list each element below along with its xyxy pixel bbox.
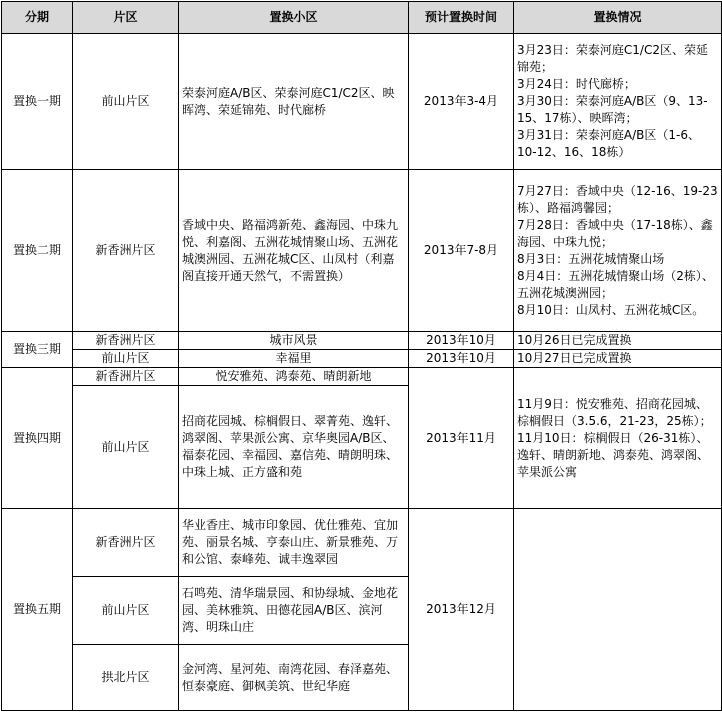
time-cell: 2013年10月 [409, 332, 514, 350]
header-communities: 置换小区 [179, 2, 409, 34]
table-row [2, 170, 722, 332]
status-cell: 10月27日已完成置换 [514, 350, 722, 368]
communities-cell: 石鸣苑、清华瑞景园、和协绿城、金地花园、美林雅筑、田德花园A/B区、滨河湾、明珠山庄 [179, 577, 409, 645]
communities-cell: 招商花园城、棕榈假日、翠菁苑、逸轩、鸿翠阁、苹果派公寓、京华奥园A/B区、福泰花园、幸福园、嘉信苑、晴朗明珠、中珠上城、正方盛和苑 [179, 386, 409, 509]
communities-cell: 幸福里 [179, 350, 409, 368]
header-phase: 分期 [2, 2, 73, 34]
district-cell: 前山片区 [73, 577, 179, 645]
district-cell: 前山片区 [73, 350, 179, 368]
communities-cell: 荣泰河庭A/B区、荣泰河庭C1/C2区、映晖湾、荣延锦苑、时代廊桥 [179, 34, 409, 170]
status-cell: 3月23日：荣泰河庭C1/C2区、荣延锦苑； 3月24日：时代廊桥； 3月30日：荣泰河庭A/B区（9、13-15、17栋）、映晖湾； 3月31日：荣泰河庭A/B区（1-6、10-12、16、18栋） [514, 34, 722, 170]
header-status: 置换情况 [514, 2, 722, 34]
status-cell: 10月26日已完成置换 [514, 332, 722, 350]
phase-cell: 置换三期 [2, 332, 73, 368]
table-row [2, 368, 722, 386]
phase-cell: 置换五期 [2, 509, 73, 711]
status-cell: 7月27日：香域中央（12-16、19-23栋）、路福鸿馨园； 7月28日：香域中央（17-18栋）、鑫海园、中珠九悦； 8月3日：五洲花城情聚山场 8月4日：五洲花城情聚山场（2栋）、五洲花城澳洲园； 8月10日：山凤村、五洲花城C区。 [514, 170, 722, 332]
phase-cell: 置换四期 [2, 368, 73, 509]
table-row [2, 34, 722, 170]
phase-cell: 置换一期 [2, 34, 73, 170]
time-cell: 2013年10月 [409, 350, 514, 368]
table-row [2, 332, 722, 350]
time-cell: 2013年12月 [409, 509, 514, 711]
district-cell: 拱北片区 [73, 645, 179, 711]
table-row [2, 509, 722, 577]
time-cell: 2013年11月 [409, 368, 514, 509]
header-row [2, 2, 722, 34]
phase-cell: 置换二期 [2, 170, 73, 332]
district-cell: 新香洲片区 [73, 368, 179, 386]
communities-cell: 金河湾、星河苑、南湾花园、春泽嘉苑、恒泰豪庭、御枫美筑、世纪华庭 [179, 645, 409, 711]
district-cell: 前山片区 [73, 34, 179, 170]
communities-cell: 华业香庄、城市印象园、优仕雅苑、宜加苑、丽景名城、亨泰山庄、新景雅苑、万和公馆、泰峰苑、诚丰逸翠园 [179, 509, 409, 577]
status-cell: 11月9日：悦安雅苑、招商花园城、棕榈假日（3.5.6，21-23，25栋）； 11月10日：棕榈假日（26-31栋）、逸轩、晴朗新地、鸿泰苑、鸿翠阁、苹果派公寓 [514, 368, 722, 509]
communities-cell: 香域中央、路福鸿新苑、鑫海园、中珠九悦、利嘉阁、五洲花城情聚山场、五洲花城澳洲园、五洲花城C区、山凤村（利嘉阁直接开通天然气，不需置换） [179, 170, 409, 332]
header-expected-time: 预计置换时间 [409, 2, 514, 34]
header-district: 片区 [73, 2, 179, 34]
communities-cell: 悦安雅苑、鸿泰苑、晴朗新地 [179, 368, 409, 386]
district-cell: 新香洲片区 [73, 170, 179, 332]
time-cell: 2013年3-4月 [409, 34, 514, 170]
status-cell [514, 509, 722, 711]
communities-cell: 城市风景 [179, 332, 409, 350]
district-cell: 前山片区 [73, 386, 179, 509]
time-cell: 2013年7-8月 [409, 170, 514, 332]
table-row [2, 350, 722, 368]
district-cell: 新香洲片区 [73, 509, 179, 577]
gas-replacement-table [1, 1, 722, 711]
district-cell: 新香洲片区 [73, 332, 179, 350]
